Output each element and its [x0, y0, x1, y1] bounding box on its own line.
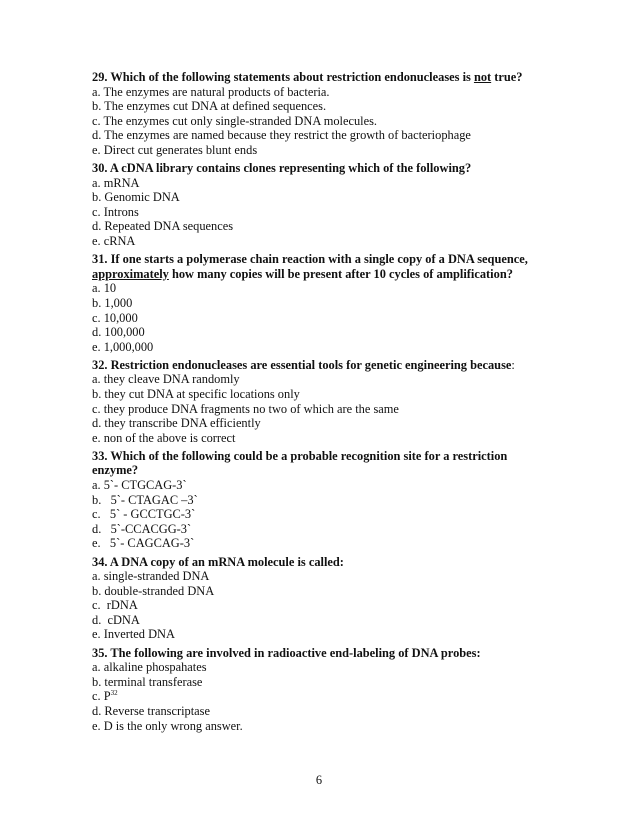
stem-colon: :	[511, 357, 515, 372]
question-33	[92, 449, 562, 551]
answer-option: e. 5`- CAGCAG-3`	[92, 536, 195, 551]
answer-option: a. single-stranded DNA	[92, 569, 210, 584]
answer-option: d. The enzymes are named because they restrict the growth of bacteriophage	[92, 128, 471, 143]
answer-option: d. 5`-CCACGG-3`	[92, 521, 192, 536]
answer-option: b. The enzymes cut DNA at defined sequences.	[92, 99, 327, 114]
question-35	[92, 646, 562, 734]
answer-option: c. 5` - GCCTGC-3`	[92, 507, 196, 522]
answer-option: b. 5`- CTAGAC –3`	[92, 492, 198, 507]
answer-option: a. they cleave DNA randomly	[92, 372, 240, 387]
stem-underlined-text: not	[473, 70, 492, 84]
answer-option: e. Direct cut generates blunt ends	[92, 142, 258, 157]
answer-option	[92, 689, 562, 704]
answer-option: a. 10	[92, 281, 117, 296]
stem-underlined-text: approximately	[92, 266, 169, 281]
question-stem: 35. The following are involved in radioactive end-labeling of DNA probes:	[92, 645, 481, 660]
answer-option: c. rDNA	[92, 598, 138, 613]
stem-text: 32. Restriction endonucleases are essential tools for genetic engineering because	[92, 357, 512, 372]
answer-option: e. D is the only wrong answer.	[92, 718, 243, 733]
answer-option: c. they produce DNA fragments no two of which are the same	[92, 401, 399, 416]
answer-option: b. they cut DNA at specific locations only	[92, 386, 300, 401]
question-stem: 34. A DNA copy of an mRNA molecule is called:	[92, 554, 344, 569]
stem-text: enzyme?	[92, 463, 139, 478]
question-stem	[92, 358, 562, 373]
stem-text: 29. Which of the following statements about restriction endonucleases is	[92, 70, 474, 84]
stem-text: true?	[491, 70, 523, 84]
answer-option: e. non of the above is correct	[92, 430, 236, 445]
question-stem	[92, 252, 562, 281]
stem-text: 33. Which of the following could be a probable recognition site for a restriction	[92, 448, 508, 463]
answer-option: b. terminal transferase	[92, 674, 203, 689]
answer-option: b. Genomic DNA	[92, 190, 180, 205]
answer-option: d. 100,000	[92, 325, 145, 340]
answer-option: e. cRNA	[92, 234, 136, 249]
document-page	[92, 70, 562, 737]
answer-option: d. Reverse transcriptase	[92, 703, 211, 718]
question-34	[92, 555, 562, 643]
answer-option: d. Repeated DNA sequences	[92, 219, 234, 234]
stem-text: how many copies will be present after 10 cycles of amplification?	[168, 266, 513, 281]
question-stem: 30. A cDNA library contains clones representing which of the following?	[92, 161, 472, 176]
answer-option: e. 1,000,000	[92, 339, 154, 354]
answer-option: e. Inverted DNA	[92, 627, 175, 642]
answer-option: c. 10,000	[92, 310, 138, 325]
question-32	[92, 358, 562, 446]
answer-option: d. cDNA	[92, 612, 140, 627]
answer-option: c. The enzymes cut only single-stranded DNA molecules.	[92, 113, 378, 128]
answer-option: a. The enzymes are natural products of bacteria.	[92, 84, 330, 99]
answer-option: b. double-stranded DNA	[92, 583, 215, 598]
answer-option: d. they transcribe DNA efficiently	[92, 416, 261, 431]
question-29	[92, 70, 562, 158]
answer-option: a. alkaline phospahates	[92, 660, 207, 675]
stem-text: 31. If one starts a polymerase chain reaction with a single copy of a DNA sequence,	[92, 252, 528, 267]
question-31	[92, 252, 562, 354]
question-stem	[92, 449, 562, 478]
answer-option-text: c. P	[92, 689, 111, 704]
superscript: 32	[110, 689, 118, 698]
question-30	[92, 161, 562, 249]
page-number: 6	[315, 773, 323, 787]
answer-option: c. Introns	[92, 204, 139, 219]
question-stem	[92, 70, 562, 85]
answer-option: a. 5`- CTGCAG-3`	[92, 478, 187, 493]
answer-option: b. 1,000	[92, 295, 133, 310]
answer-option: a. mRNA	[92, 175, 140, 190]
